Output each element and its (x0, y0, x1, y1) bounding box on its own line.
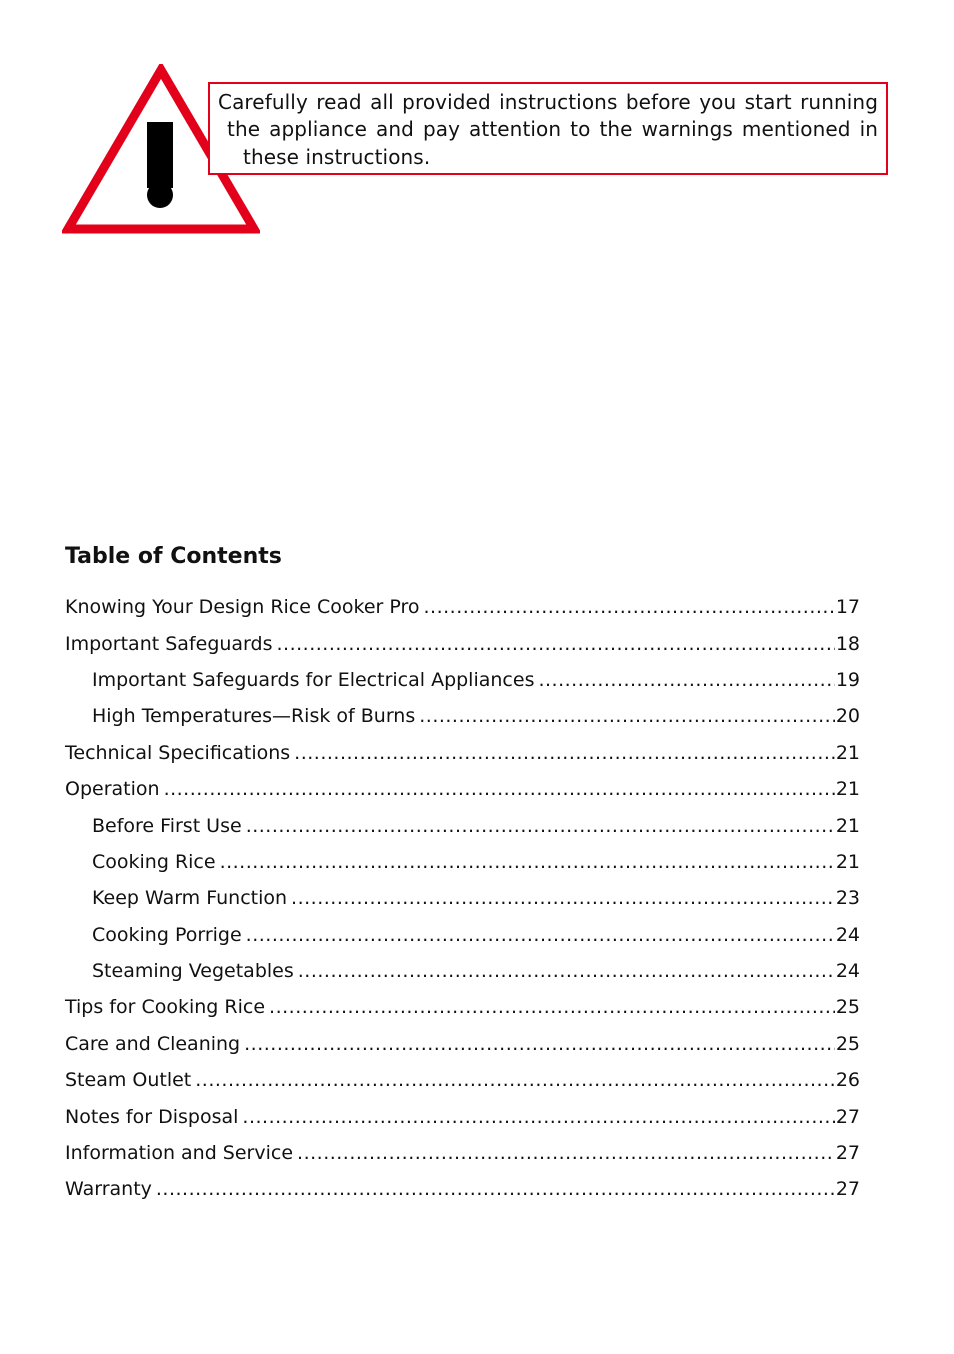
toc-entry-label: Warranty (65, 1178, 152, 1201)
toc-entry[interactable] (65, 880, 860, 916)
toc-dot-leader (538, 669, 834, 691)
toc-entry[interactable] (65, 1135, 860, 1171)
toc-dot-leader (298, 960, 835, 982)
toc-entry[interactable] (65, 1098, 860, 1134)
toc-entry[interactable] (65, 1062, 860, 1098)
toc-entry-label: Important Safeguards for Electrical Appliances (92, 668, 535, 691)
toc-entry[interactable] (65, 989, 860, 1025)
toc-entry-page: 21 (835, 778, 860, 801)
toc-entry[interactable] (65, 589, 860, 625)
toc-entry-label: Technical Specifications (65, 741, 291, 764)
toc-entry-page: 27 (835, 1105, 860, 1128)
toc-entry-page: 21 (835, 850, 860, 873)
toc-dot-leader (294, 742, 835, 764)
toc-entry-page: 18 (835, 632, 860, 655)
warning-text-line-2: the appliance and pay attention to the warnings mentioned in (227, 117, 878, 141)
toc-entry[interactable] (65, 1026, 860, 1062)
toc-entry-label: Care and Cleaning (65, 1032, 241, 1055)
toc-entry-page: 25 (835, 1032, 860, 1055)
toc-entry-page: 21 (835, 814, 860, 837)
toc-entry[interactable] (65, 698, 860, 734)
toc-entry-page: 20 (835, 705, 860, 728)
toc-entry-page: 27 (835, 1178, 860, 1201)
toc-dot-leader (220, 851, 835, 873)
toc-entry-label: Notes for Disposal (65, 1105, 239, 1128)
toc-dot-leader (424, 596, 835, 618)
toc-entry-label: Important Safeguards (65, 632, 273, 655)
toc-entry-label: Steaming Vegetables (92, 960, 294, 983)
toc-entry[interactable] (65, 917, 860, 953)
toc-entry[interactable] (65, 662, 860, 698)
toc-entry-label: Operation (65, 778, 160, 801)
toc-dot-leader (291, 887, 835, 909)
toc-entry-page: 21 (835, 741, 860, 764)
toc-entry-label: Tips for Cooking Rice (65, 996, 266, 1019)
toc-dot-leader (277, 633, 835, 655)
toc-entry[interactable] (65, 625, 860, 661)
toc-entry-label: Steam Outlet (65, 1069, 192, 1092)
toc-entry-label: Knowing Your Design Rice Cooker Pro (65, 596, 420, 619)
warning-text-line-3: these instructions. (243, 145, 431, 169)
toc-entry[interactable] (65, 807, 860, 843)
toc-dot-leader (242, 1106, 834, 1128)
toc-entry-label: High Temperatures—Risk of Burns (92, 705, 416, 728)
toc-entry-page: 19 (835, 668, 860, 691)
toc-entry-page: 24 (835, 960, 860, 983)
toc-entry[interactable] (65, 844, 860, 880)
toc-dot-leader (246, 815, 835, 837)
toc-dot-leader (297, 1142, 835, 1164)
warning-notice (208, 82, 888, 175)
toc-dot-leader (244, 1033, 835, 1055)
toc-entry-label: Before First Use (92, 814, 242, 837)
toc-entry-label: Keep Warm Function (92, 887, 288, 910)
toc-dot-leader (156, 1178, 835, 1200)
toc-entry-label: Information and Service (65, 1142, 294, 1165)
toc-title: Table of Contents (65, 544, 282, 569)
toc-dot-leader (269, 996, 835, 1018)
toc-entry-page: 25 (835, 996, 860, 1019)
toc-entry-page: 26 (835, 1069, 860, 1092)
toc-dot-leader (419, 705, 835, 727)
toc-entry[interactable] (65, 953, 860, 989)
toc-dot-leader (246, 924, 835, 946)
toc-entry-page: 27 (835, 1142, 860, 1165)
toc-entry[interactable] (65, 771, 860, 807)
toc-dot-leader (164, 778, 835, 800)
table-of-contents (65, 589, 860, 1208)
toc-entry-page: 24 (835, 923, 860, 946)
toc-entry-label: Cooking Porrige (92, 923, 242, 946)
toc-entry[interactable] (65, 735, 860, 771)
toc-entry-page: 23 (835, 887, 860, 910)
warning-text-line-1: Carefully read all provided instructions before you start running (218, 90, 878, 114)
toc-entry-page: 17 (835, 596, 860, 619)
toc-entry-label: Cooking Rice (92, 850, 216, 873)
toc-dot-leader (195, 1069, 835, 1091)
toc-entry[interactable] (65, 1171, 860, 1207)
